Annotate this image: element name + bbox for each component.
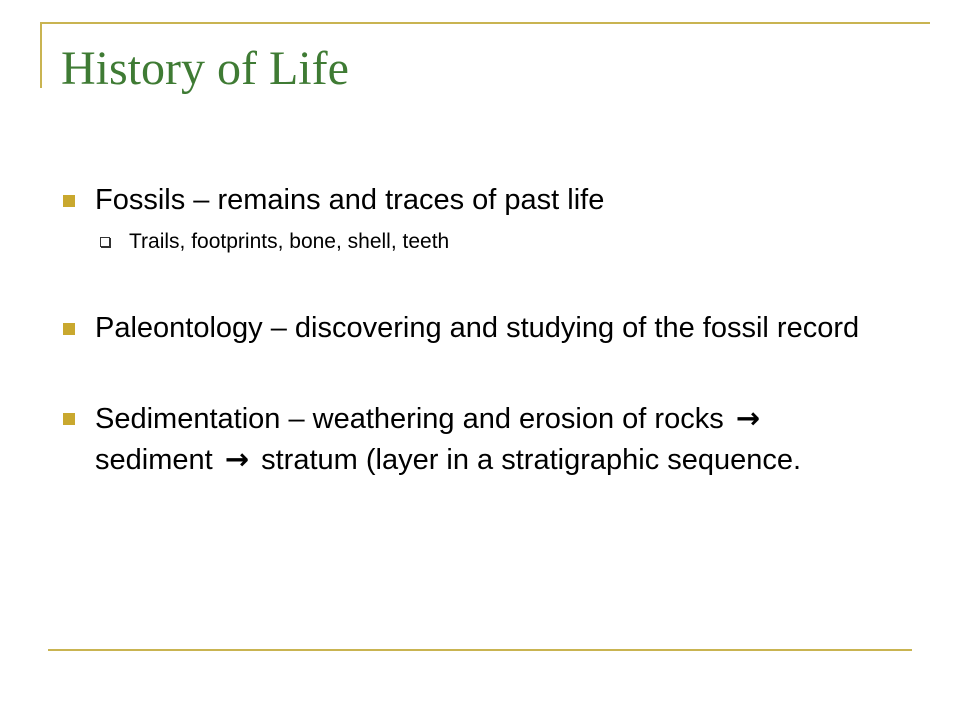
slide-content <box>61 180 881 480</box>
square-bullet-icon <box>63 195 75 207</box>
right-arrow-icon: → <box>735 401 761 435</box>
bullet-paleontology <box>61 308 881 348</box>
frame-left-line <box>40 22 42 88</box>
bullet-text-part3: stratum (layer in a stratigraphic sequence. <box>261 444 802 476</box>
right-arrow-icon: → <box>224 442 250 476</box>
bullet-fossils <box>61 180 881 220</box>
frame-top-line <box>40 22 930 24</box>
bullet-text: Fossils – remains and traces of past life <box>95 184 605 216</box>
frame-bottom-line <box>48 649 912 651</box>
bullet-sedimentation <box>61 398 881 480</box>
bullet-text-part1: Sedimentation – weathering and erosion of rocks <box>95 403 724 435</box>
slide-title: History of Life <box>61 42 349 95</box>
hollow-square-bullet-icon <box>100 237 110 247</box>
sub-bullet-text: Trails, footprints, bone, shell, teeth <box>129 230 450 253</box>
square-bullet-icon <box>63 413 75 425</box>
bullet-text-part2: sediment <box>95 444 213 476</box>
square-bullet-icon <box>63 323 75 335</box>
sub-bullet-fossil-types <box>61 226 881 258</box>
bullet-text: Paleontology – discovering and studying of the fossil record <box>95 312 860 344</box>
